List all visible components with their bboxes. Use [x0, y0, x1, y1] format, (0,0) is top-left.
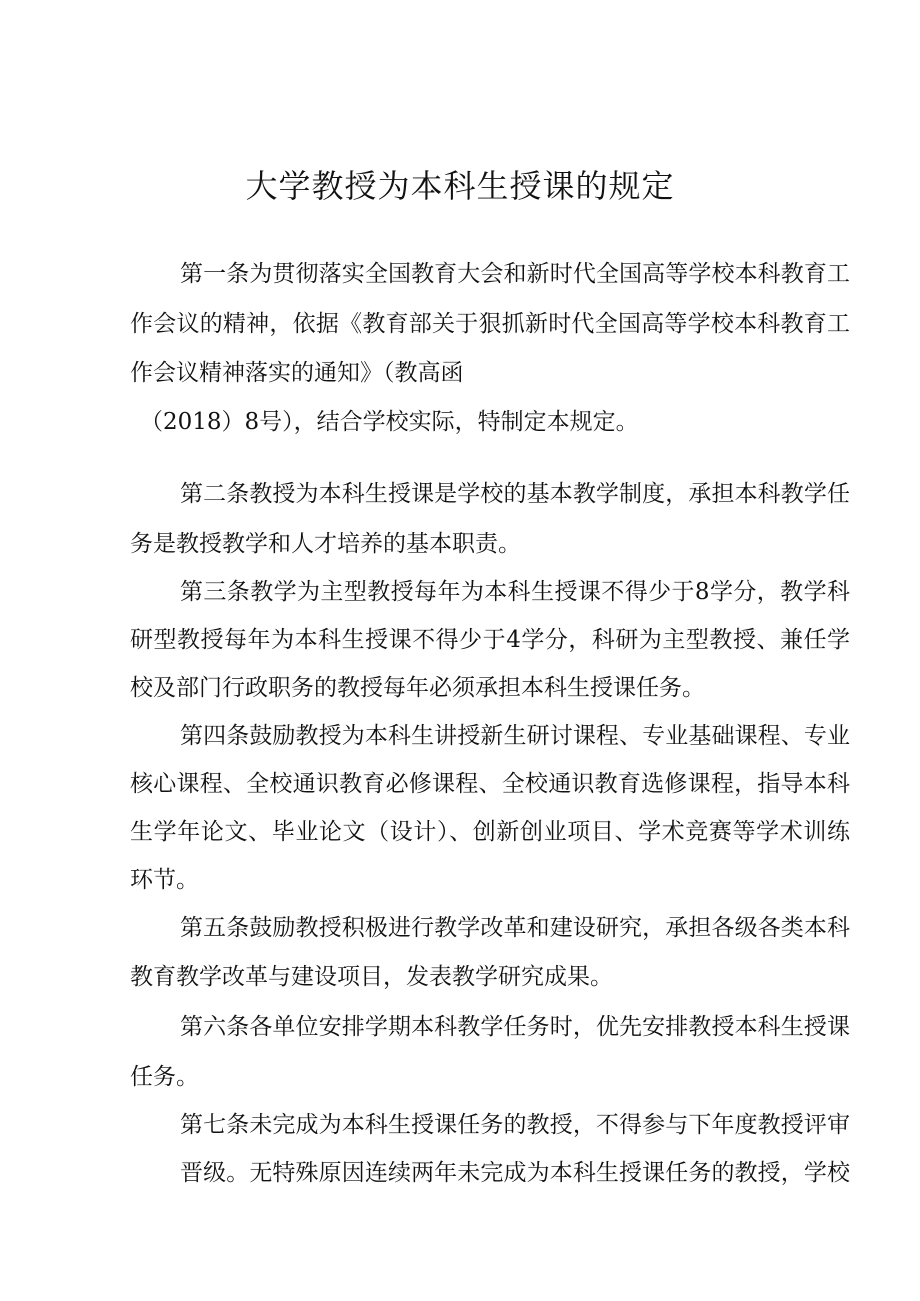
article-7-line-1: 第七条未完成为本科生授课任务的教授，不得参与下年度教授评审: [180, 1112, 850, 1138]
article-4-line-2: 核心课程、全校通识教育必修课程、全校通识教育选修课程，指导本科: [130, 771, 850, 797]
article-1-line-3: 作会议精神落实的通知》（教高函: [130, 360, 464, 386]
article-6-line-1: 第六条各单位安排学期本科教学任务时，优先安排教授本科生授课: [180, 1014, 850, 1040]
article-5-line-2: 教育教学改革与建设项目，发表教学研究成果。: [130, 964, 613, 990]
article-1-line-1: 第一条为贯彻落实全国教育大会和新时代全国高等学校本科教育工: [180, 261, 850, 287]
article-1-line-2: 作会议的精神，依据《教育部关于狠抓新时代全国高等学校本科教育工: [130, 311, 850, 337]
article-4-line-1: 第四条鼓励教授为本科生讲授新生研讨课程、专业基础课程、专业: [180, 723, 850, 749]
article-3-line-2: 研型教授每年为本科生授课不得少于4学分，科研为主型教授、兼任学: [130, 627, 850, 653]
article-3-line-1: 第三条教学为主型教授每年为本科生授课不得少于8学分，教学科: [180, 579, 850, 605]
article-4-line-4: 环节。: [130, 867, 199, 893]
article-1-line-4: （2018）8号），结合学校实际，特制定本规定。: [140, 409, 639, 435]
article-6-line-2: 任务。: [130, 1064, 199, 1090]
article-7-line-2: 晋级。无特殊原因连续两年未完成为本科生授课任务的教授，学校: [180, 1160, 850, 1186]
article-3-line-3: 校及部门行政职务的教授每年必须承担本科生授课任务。: [130, 675, 705, 701]
article-4-line-3: 生学年论文、毕业论文（设计）、创新创业项目、学术竞赛等学术训练: [130, 819, 850, 845]
document-title: 大学教授为本科生授课的规定: [245, 167, 675, 205]
article-2-line-2: 务是教授教学和人才培养的基本职责。: [130, 531, 521, 557]
article-2-line-1: 第二条教授为本科生授课是学校的基本教学制度，承担本科教学任: [180, 481, 850, 507]
article-5-line-1: 第五条鼓励教授积极进行教学改革和建设研究，承担各级各类本科: [180, 915, 850, 941]
